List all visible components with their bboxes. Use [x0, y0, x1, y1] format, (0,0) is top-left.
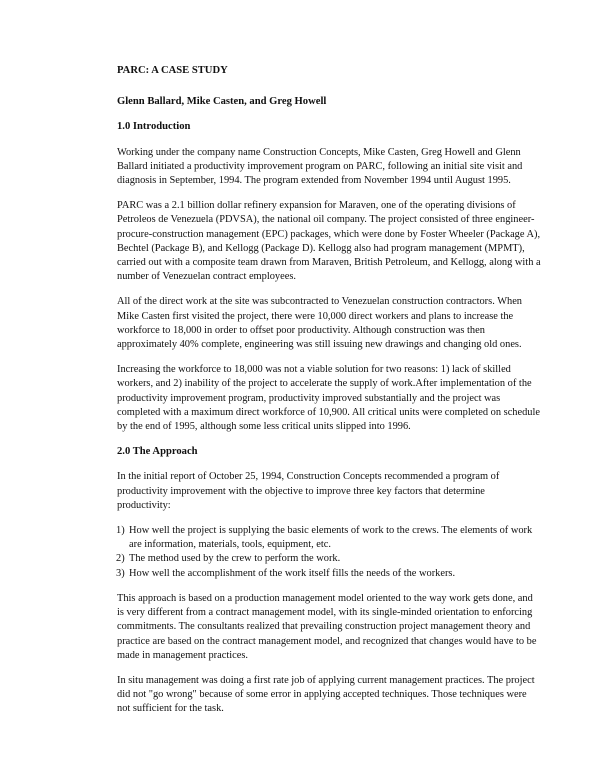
numbered-list [117, 524, 541, 581]
list-item [117, 552, 541, 566]
list-item [117, 567, 541, 581]
paragraph: All of the direct work at the site was subcontracted to Venezuelan construction contractors. When Mike Casten first visited the project, there were 10,000 direct workers and plans to increase the workforce to 18,000 in order to offset poor productivity. Although construction was then approximately 40% complete, engineering was still issuing new drawings and changing old ones. [117, 296, 523, 351]
document-authors: Glenn Ballard, Mike Casten, and Greg Howell [117, 96, 327, 108]
paragraph: This approach is based on a production management model oriented to the way work gets done, and is very different from a contract management model, with its single-minded orientation to enforcing commitments. The consultants realized that prevailing construction project management theory and practice are based on the contract management model, and recognized that changes would have to be made in management practices. [117, 592, 537, 661]
paragraph: In the initial report of October 25, 1994, Construction Concepts recommended a program of productivity improvement with the objective to improve three key factors that determine productivity: [117, 471, 500, 511]
section-heading-approach: 2.0 The Approach [117, 446, 198, 458]
list-item-number: 3) [116, 567, 125, 579]
list-item-text: The method used by the crew to perform the work. [129, 553, 341, 565]
list-item [117, 524, 541, 552]
list-item-number: 1) [116, 525, 125, 537]
document-title: PARC: A CASE STUDY [117, 65, 228, 76]
paragraph: Working under the company name Construction Concepts, Mike Casten, Greg Howell and Glenn Ballard initiated a productivity improvement program on PARC, following an initial site visit and diagnosis in September, 1994. The program extended from November 1994 until August 1995. [117, 146, 523, 187]
list-item-text: How well the project is supplying the basic elements of work to the crews. The elements of work are information, materials, tools, equipment, etc. [129, 525, 533, 551]
document-page [117, 64, 541, 728]
paragraph: Increasing the workforce to 18,000 was not a viable solution for two reasons: 1) lack of skilled workers, and 2) inability of the project to accelerate the supply of work.After implementation of the productivity improvement program, productivity improved substantially and the project was completed with a maximum direct workforce of 10,900. All critical units were completed on schedule by the end of 1995, although some less critical units slipped into 1996. [117, 364, 541, 433]
list-item-number: 2) [116, 553, 125, 565]
list-item-text: How well the accomplishment of the work itself fills the needs of the workers. [129, 567, 456, 579]
section-heading-introduction: 1.0 Introduction [117, 121, 191, 133]
paragraph: PARC was a 2.1 billion dollar refinery expansion for Maraven, one of the operating divisions of Petroleos de Venezuela (PDVSA), the national oil company. The project consisted of three engineer-procure-construction management (EPC) packages, which were done by Foster Wheeler (Package A), Bechtel (Package B), and Kellogg (Package D). Kellogg also had program management (MPMT), carried out with a composite team drawn from Maraven, British Petroleum, and Kellogg, along with a number of Venezuelan contract employees. [117, 200, 541, 283]
paragraph: In situ management was doing a first rate job of applying current management practices. The project did not "go wrong" because of some error in applying accepted techniques. Those techniques were not sufficient for the task. [117, 674, 535, 715]
